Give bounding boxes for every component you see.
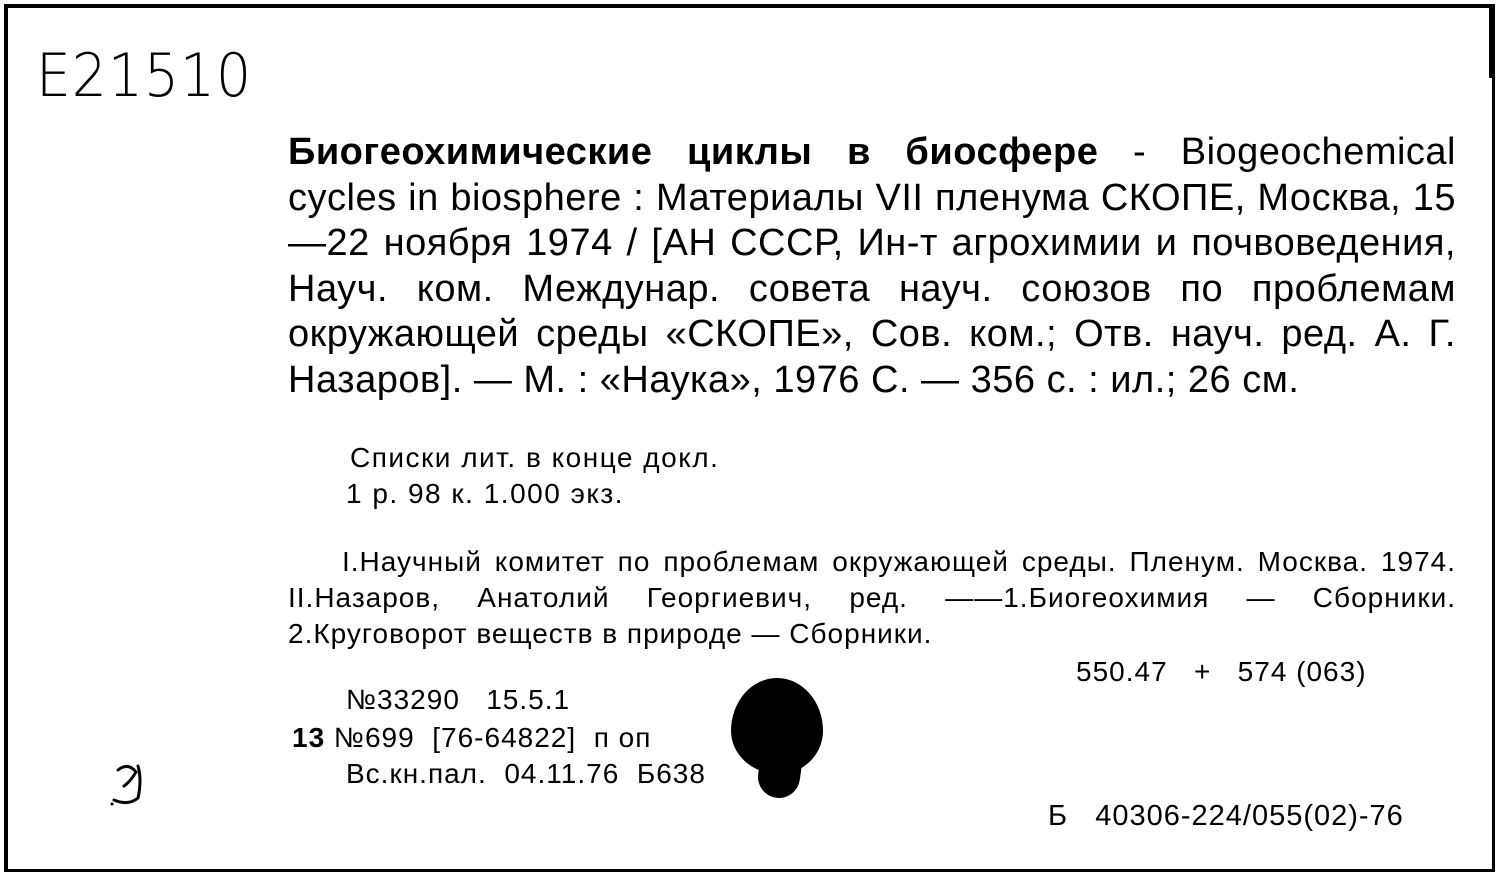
print-line bbox=[292, 722, 651, 754]
description-body: - Biogeochemical cycles in biosphere : Материалы VII пленума СКОПЕ, Москва, 15—22 ноября 1974 / [АН СССР, Ин-т агрохимии и почвоведения, Науч. ком. Междунар. совета науч. союзов по проблемам окружающей среды «СКОПЕ», Сов. ком.; Отв. науч. ред. А. Г. Назаров]. — М. : «Наука», 1976 С. — 356 с. : ил.; 26 см. bbox=[288, 131, 1456, 401]
publisher-code: Б 40306-224/055(02)-76 bbox=[1048, 800, 1404, 832]
print-number: 13 bbox=[292, 722, 326, 753]
classification-index: 550.47 + 574 (063) bbox=[1076, 656, 1367, 687]
ink-blot-tail bbox=[755, 753, 802, 800]
order-line: №33290 15.5.1 bbox=[346, 684, 571, 715]
tracings-text: I.Научный комитет по проблемам окружающей среды. Пленум. Москва. 1974. II.Назаров, Анатолий Георгиевич, ред. ——1.Биогеохимия — Сборники. 2.Круговорот веществ в природе — Сборники. bbox=[288, 546, 1456, 649]
bibliography-note: Списки лит. в конце докл. bbox=[350, 442, 720, 473]
handwritten-mark bbox=[108, 760, 154, 812]
edge-mark bbox=[1489, 8, 1495, 78]
price-note: 1 р. 98 к. 1.000 экз. bbox=[346, 478, 625, 509]
book-title: Биогеохимические циклы в биосфере bbox=[288, 131, 1099, 173]
subject-tracings bbox=[288, 544, 1456, 652]
catalog-number: E21510 bbox=[36, 41, 252, 111]
chamber-line: Вс.кн.пал. 04.11.76 Б638 bbox=[346, 758, 706, 789]
catalog-card bbox=[4, 4, 1495, 872]
bibliographic-description bbox=[288, 130, 1456, 403]
print-details: №699 [76-64822] п оп bbox=[325, 722, 652, 753]
